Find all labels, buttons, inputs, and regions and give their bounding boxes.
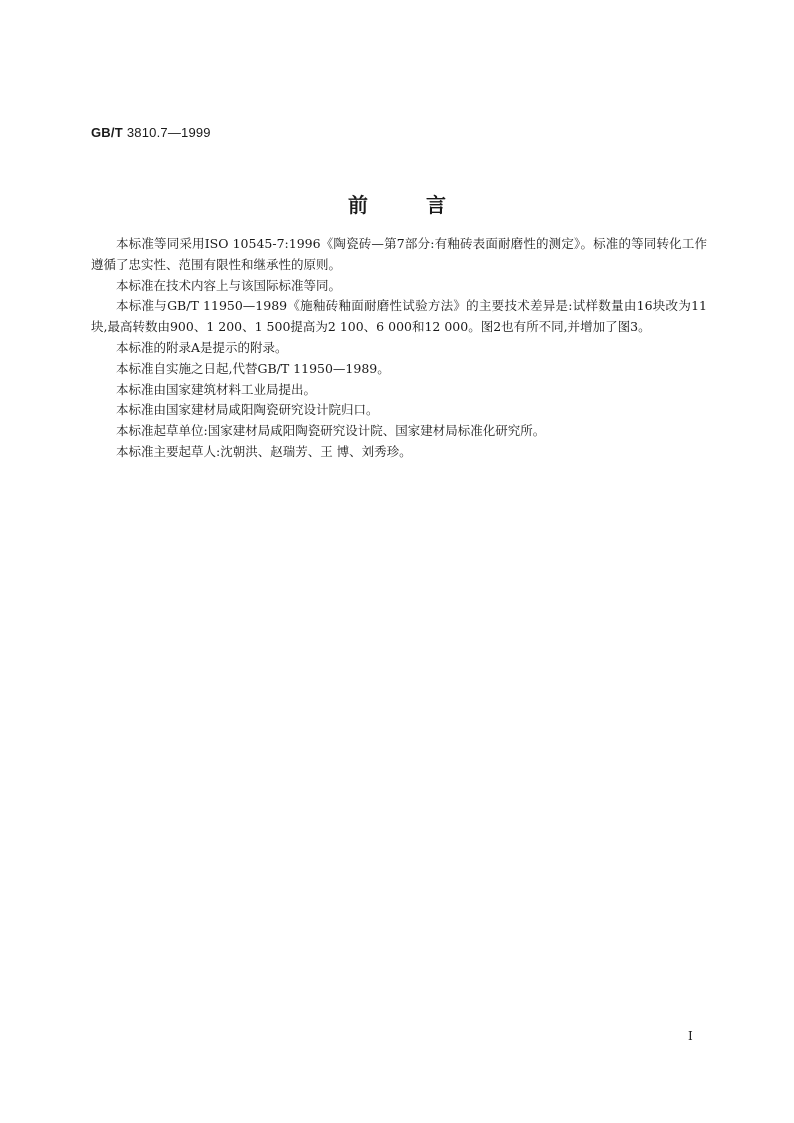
page-number: I — [688, 1029, 693, 1043]
paragraph-proposer: 本标准由国家建筑材料工业局提出。 — [116, 381, 317, 397]
paragraph-drafting-units: 本标准起草单位:国家建材局咸阳陶瓷研究设计院、国家建材局标准化研究所。 — [116, 423, 546, 439]
standard-number: 3810.7—1999 — [126, 125, 211, 140]
paragraph-equivalence: 本标准在技术内容上与该国际标准等同。 — [116, 277, 342, 293]
paragraph-appendix: 本标准的附录A是提示的附录。 — [116, 339, 288, 355]
standard-prefix: GB/T — [91, 125, 123, 140]
paragraph-differences: 本标准与GB/T 11950—1989《施釉砖釉面耐磨性试验方法》的主要技术差异是:试样数量由16块改为11块,最高转数由900、1 200、1 500提高为2 100、6 000和12 000。图2也有所不同,并增加了图3。 — [91, 298, 707, 335]
standard-code — [91, 125, 211, 140]
paragraph-adoption: 本标准等同采用ISO 10545-7:1996《陶瓷砖—第7部分:有釉砖表面耐磨性的测定》。标准的等同转化工作遵循了忠实性、范围有限性和继承性的原则。 — [91, 236, 707, 272]
paragraph-replacement: 本标准自实施之日起,代替GB/T 11950—1989。 — [116, 360, 390, 376]
foreword-body — [91, 234, 707, 463]
paragraph-administrator: 本标准由国家建材局咸阳陶瓷研究设计院归口。 — [116, 402, 379, 418]
paragraph-drafters: 本标准主要起草人:沈朝洪、赵瑞芳、王 博、刘秀珍。 — [116, 443, 412, 459]
page-title: 前言 — [348, 193, 504, 217]
